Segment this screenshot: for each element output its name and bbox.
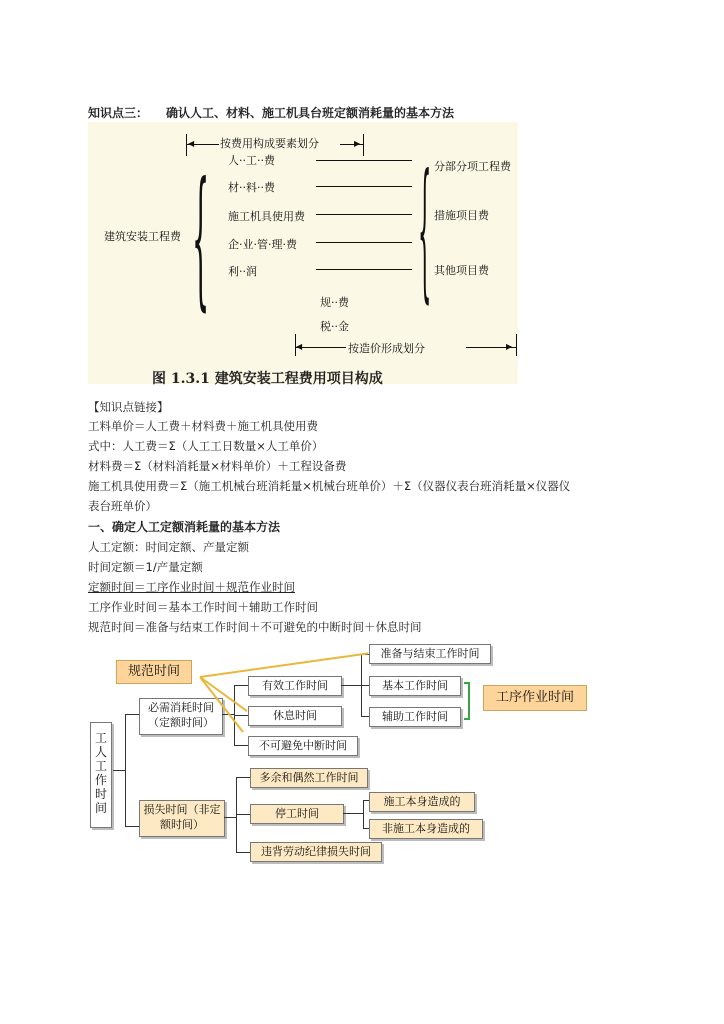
effective-box [248, 676, 342, 696]
element-tax: 税··金 [320, 320, 349, 333]
unavoidable-box [248, 736, 358, 756]
section-title [88, 104, 454, 121]
loss-box [139, 800, 225, 837]
prep-text: 准备与结束工作时间 [380, 647, 480, 660]
formula-line: 材料费＝Σ（材料消耗量×材料单价）＋工程设备费 [88, 459, 347, 473]
group-measure: 措施项目费 [434, 209, 489, 222]
link-title: 【知识点链接】 [88, 400, 169, 414]
norm-time-tag [116, 660, 192, 684]
figure-caption: 图 1.3.1 建筑安装工程费用项目构成 [152, 371, 383, 387]
rest-text: 休息时间 [273, 709, 317, 722]
labor-line: 规范时间＝准备与结束工作时间＋不可避免的中断时间＋休息时间 [88, 620, 422, 634]
non-self-caused-box [369, 819, 483, 839]
element-labor: 人··工··费 [228, 154, 275, 167]
norm-time-text: 规范时间 [127, 664, 180, 679]
formula-line: 式中：人工费＝Σ（人工工日数量×人工单价） [88, 439, 324, 453]
stop-text: 停工时间 [275, 807, 319, 820]
unavoidable-text: 不可避免中断时间 [259, 739, 347, 752]
formula-line: 表台班单价） [88, 499, 157, 513]
root-text: 工人工作时间 [94, 731, 107, 815]
process-time-tag [483, 685, 587, 711]
basic-text: 基本工作时间 [382, 679, 448, 692]
labor-heading: 一、确定人工定额消耗量的基本方法 [88, 520, 281, 534]
labor-line: 人工定额：时间定额、产量定额 [88, 540, 249, 554]
aux-box [369, 707, 461, 727]
section-title-text: 确认人工、材料、施工机具台班定额消耗量的基本方法 [166, 106, 455, 120]
rest-box [248, 706, 342, 726]
violation-text: 违背劳动纪律损失时间 [261, 845, 371, 858]
self-caused-text: 施工本身造成的 [383, 795, 461, 808]
non-self-caused-text: 非施工本身造成的 [382, 822, 470, 835]
root-box [90, 722, 112, 828]
group-sub-item: 分部分项工程费 [434, 160, 511, 173]
section-label: 知识点三： [88, 106, 149, 120]
labor-line: 定额时间＝工序作业时间＋规范作业时间 [88, 580, 295, 594]
violation-box [250, 842, 382, 862]
stop-box [250, 804, 344, 824]
aux-text: 辅助工作时间 [382, 710, 448, 723]
excess-text: 多余和偶然工作时间 [259, 771, 359, 784]
loss-text: 损失时间（非定额时间） [143, 803, 221, 831]
necessary-text: 必需消耗时间（定额时间） [148, 701, 214, 729]
element-management: 企·业·管·理·费 [228, 238, 297, 251]
process-time-text: 工序作业时间 [495, 690, 574, 705]
self-caused-box [369, 792, 475, 812]
bottom-range-label: 按造价形成划分 [348, 342, 425, 355]
work-time-diagram [88, 640, 574, 870]
element-machine: 施工机具使用费 [228, 210, 305, 223]
formula-line: 施工机具使用费＝Σ（施工机械台班消耗量×机械台班单价）＋Σ（仪器仪表台班消耗量×仪器仪 [88, 479, 571, 493]
basic-box [369, 676, 461, 696]
labor-line: 工序作业时间＝基本工作时间＋辅助工作时间 [88, 600, 318, 614]
element-profit: 利··润 [228, 265, 257, 278]
necessary-box [139, 698, 223, 735]
excess-box [250, 768, 368, 788]
element-material: 材··料··费 [228, 181, 275, 194]
effective-text: 有效工作时间 [262, 679, 328, 692]
root-label: 建筑安装工程费 [104, 230, 181, 243]
labor-line: 时间定额＝1/产量定额 [88, 560, 203, 574]
top-range-label: 按费用构成要素划分 [220, 137, 319, 150]
element-fee: 规··费 [320, 296, 349, 309]
formula-line: 工料单价＝人工费＋材料费＋施工机具使用费 [88, 419, 318, 433]
group-other: 其他项目费 [434, 264, 489, 277]
prep-box [369, 644, 491, 664]
cost-structure-figure: ◀ ▶ 按费用构成要素划分 建筑安装工程费 { 人··工··费 材··料··费 施工机具使用费 企·业·管·理·费 利··润 规··费 税··金 { 分部分项工程费 措施项目费 其他项目费 ◀ ▶ 按造价形成划分 图 1.3.1 建筑安装工程费用项目构成 [88, 122, 518, 384]
